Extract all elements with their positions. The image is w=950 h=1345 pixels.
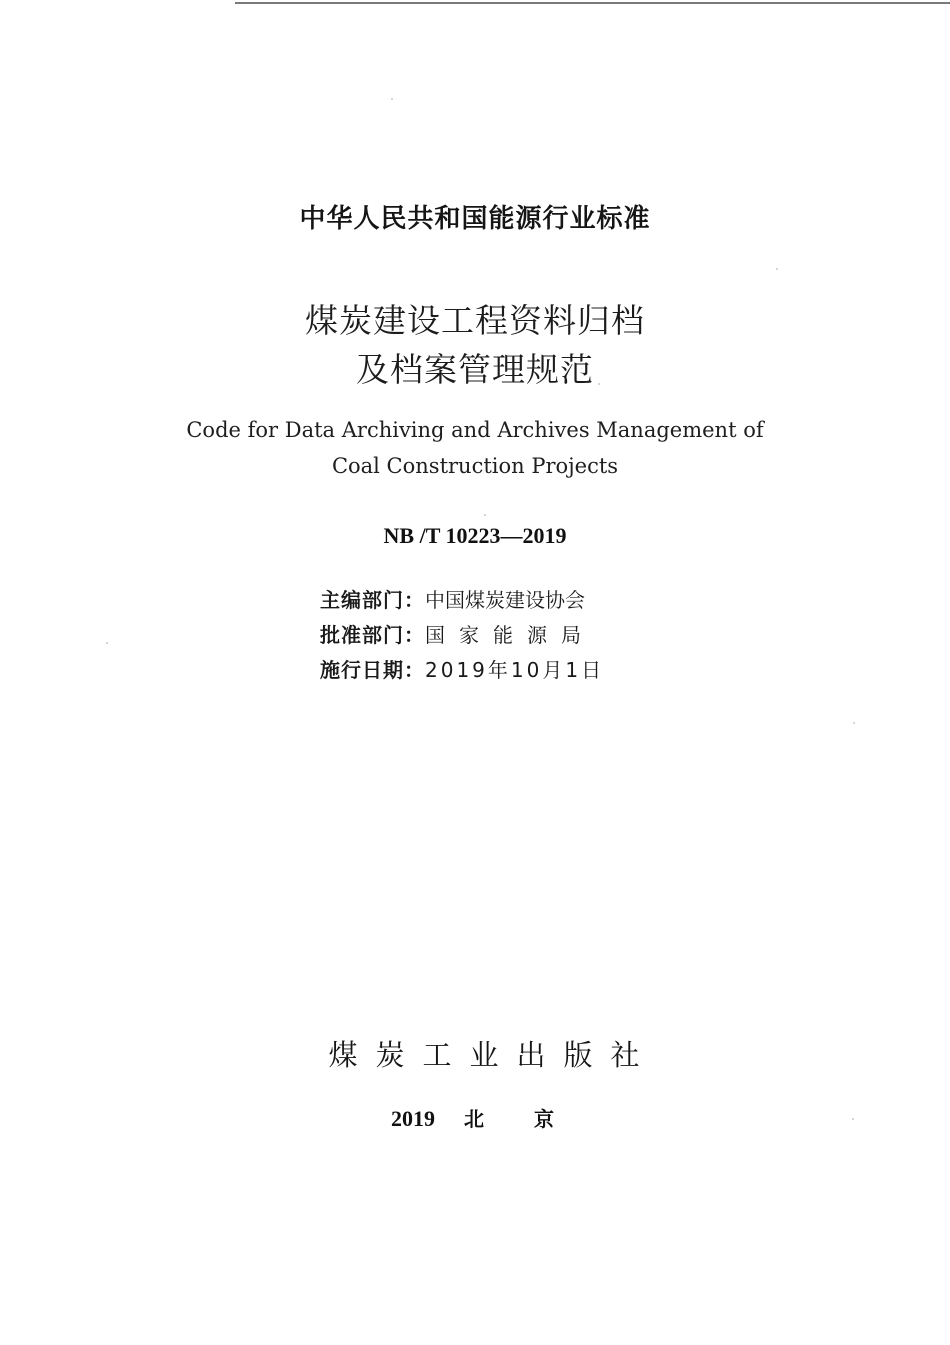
editor-row — [320, 585, 604, 620]
scan-speck — [106, 642, 108, 644]
info-block — [320, 585, 604, 690]
scan-speck — [484, 514, 486, 516]
scan-speck — [391, 98, 393, 100]
approver-value: 国家能源局 — [425, 623, 595, 647]
editor-label: 主编部门： — [320, 588, 425, 612]
top-border-line — [235, 2, 950, 4]
standard-number: NB /T 10223—2019 — [383, 523, 567, 548]
approver-row — [320, 620, 604, 655]
publication-city: 北京 — [464, 1107, 604, 1131]
publisher-name: 煤炭工业出版社 — [328, 1038, 658, 1072]
title-en-line2: Coal Construction Projects — [331, 454, 619, 478]
title-en-line1: Code for Data Archiving and Archives Management of — [186, 418, 764, 442]
scan-speck — [776, 268, 778, 270]
publication-place — [391, 1103, 604, 1132]
scan-speck — [598, 383, 600, 385]
effective-date-label: 施行日期： — [320, 658, 425, 682]
standard-category: 中华人民共和国能源行业标准 — [299, 204, 651, 234]
effective-date-value: 2019年10月1日 — [425, 658, 605, 682]
scan-speck — [852, 1118, 854, 1120]
title-zh-line1: 煤炭建设工程资料归档 — [305, 301, 645, 340]
title-zh-line2: 及档案管理规范 — [356, 350, 594, 389]
editor-value: 中国煤炭建设协会 — [425, 588, 585, 612]
scan-speck — [853, 722, 855, 724]
approver-label: 批准部门： — [320, 623, 425, 647]
publication-year: 2019 — [391, 1106, 435, 1131]
effective-date-row — [320, 655, 604, 690]
